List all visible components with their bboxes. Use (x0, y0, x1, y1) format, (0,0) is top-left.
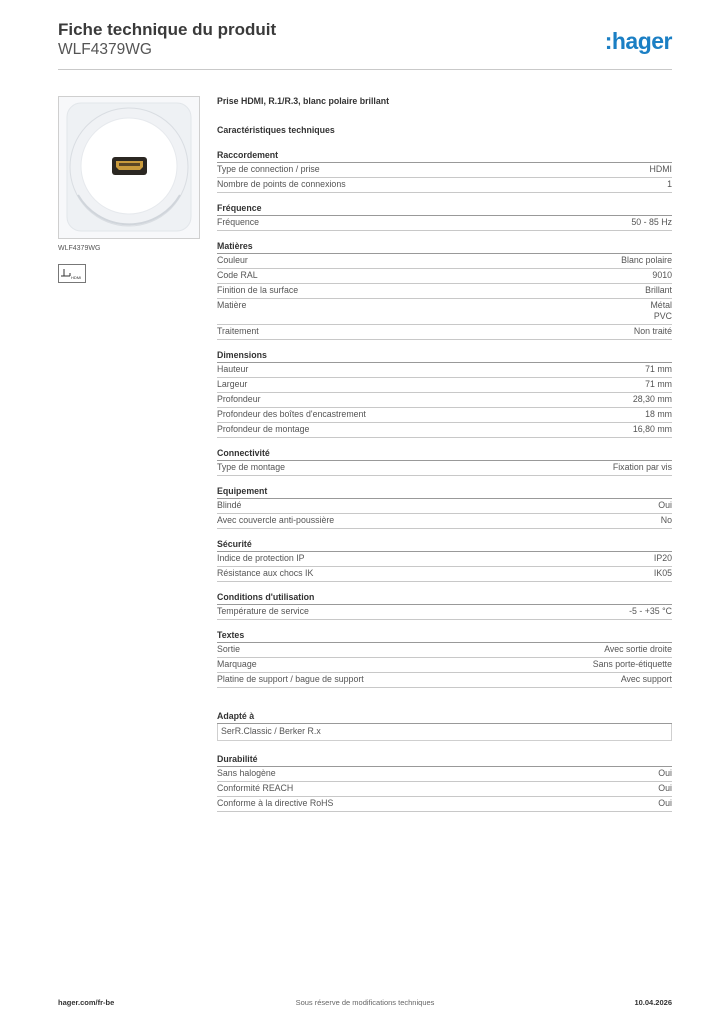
spec-value: 9010 (652, 270, 672, 280)
hdmi-symbol-icon (58, 264, 86, 283)
spec-row (217, 767, 672, 782)
section-title: Adapté à (217, 711, 672, 724)
spec-row (217, 178, 672, 193)
spec-label: Largeur (217, 379, 248, 389)
spec-value: 71 mm (645, 379, 672, 389)
spec-value: Sans porte-étiquette (592, 659, 672, 669)
spec-label: Finition de la surface (217, 285, 299, 295)
product-image-frame (58, 96, 200, 239)
section-conditions (217, 592, 672, 620)
spec-label: Profondeur (217, 394, 261, 404)
spec-label: Conformité REACH (217, 783, 294, 793)
section-title: Dimensions (217, 350, 672, 363)
spec-value: Oui (658, 783, 672, 793)
section-title: Textes (217, 630, 672, 643)
spec-row (217, 658, 672, 673)
spec-label: Température de service (217, 606, 309, 616)
spec-label: Traitement (217, 326, 259, 336)
page-footer (58, 996, 672, 1010)
hdmi-socket-photo (59, 97, 199, 238)
document-date: 10.04.2026 (634, 998, 672, 1007)
spec-label: Résistance aux chocs IK (217, 568, 314, 578)
website-link[interactable]: hager.com/fr-be (58, 998, 115, 1007)
spec-label: Profondeur des boîtes d'encastrement (217, 409, 366, 419)
section-textes (217, 630, 672, 688)
spec-row (217, 325, 672, 340)
spec-label: Matière (217, 300, 247, 310)
hdmi-symbol-text: HDMI (71, 275, 82, 280)
spec-row (217, 782, 672, 797)
spec-value: 16,80 mm (632, 424, 672, 434)
spec-value: Blanc polaire (621, 255, 672, 265)
spec-label: Type de montage (217, 462, 285, 472)
spec-label: Blindé (217, 500, 242, 510)
spec-label: Platine de support / bague de support (217, 674, 364, 684)
spec-row (217, 408, 672, 423)
spec-label: Couleur (217, 255, 248, 265)
spec-label: Code RAL (217, 270, 258, 280)
spec-value: IP20 (653, 553, 672, 563)
spec-value: -5 - +35 °C (629, 606, 672, 616)
spec-row (217, 216, 672, 231)
spec-label: Sans halogène (217, 768, 276, 778)
section-raccordement (217, 150, 672, 193)
spec-row (217, 552, 672, 567)
spec-row (217, 378, 672, 393)
section-title: Equipement (217, 486, 672, 499)
spec-value: Métal (650, 300, 672, 310)
spec-value: Oui (658, 768, 672, 778)
compatible-series: SerR.Classic / Berker R.x (217, 724, 672, 741)
image-caption: WLF4379WG (58, 245, 101, 252)
section-title: Fréquence (217, 203, 672, 216)
spec-value: IK05 (653, 568, 672, 578)
spec-content (217, 95, 672, 812)
spec-value: Avec sortie droite (604, 644, 672, 654)
spec-row (217, 393, 672, 408)
spec-row (217, 673, 672, 688)
spec-label: Profondeur de montage (217, 424, 310, 434)
spec-label: Conforme à la directive RoHS (217, 798, 334, 808)
page-title: Fiche technique du produit (58, 20, 277, 39)
spec-row (217, 605, 672, 620)
spec-row (217, 797, 672, 812)
spec-value: PVC (653, 311, 672, 321)
section-title: Conditions d'utilisation (217, 592, 672, 605)
section-durabilite (217, 754, 672, 812)
product-description: Prise HDMI, R.1/R.3, blanc polaire brillant (217, 96, 390, 106)
spec-row (217, 643, 672, 658)
section-securite (217, 539, 672, 582)
page-header (58, 20, 672, 70)
spec-value-multi (650, 300, 672, 322)
section-connectivite (217, 448, 672, 476)
section-title: Sécurité (217, 539, 672, 552)
spec-row (217, 363, 672, 378)
spec-label: Type de connection / prise (217, 164, 320, 174)
spec-row (217, 284, 672, 299)
spec-row (217, 299, 672, 325)
spec-value: 1 (667, 179, 672, 189)
spec-row (217, 254, 672, 269)
spec-label: Sortie (217, 644, 240, 654)
product-reference: WLF4379WG (58, 41, 152, 58)
section-adapte (217, 711, 672, 741)
section-title: Connectivité (217, 448, 672, 461)
spec-value: 18 mm (645, 409, 672, 419)
hager-logo[interactable]: :hager (604, 28, 672, 54)
spec-value: Oui (658, 500, 672, 510)
spec-value: Avec support (620, 674, 672, 684)
spec-label: Avec couvercle anti-poussière (217, 515, 335, 525)
section-dimensions (217, 350, 672, 438)
section-title: Durabilité (217, 754, 672, 767)
spec-row (217, 514, 672, 529)
spec-row (217, 163, 672, 178)
section-frequence (217, 203, 672, 231)
spec-value: Fixation par vis (612, 462, 672, 472)
spec-label: Hauteur (217, 364, 249, 374)
spec-value: 28,30 mm (632, 394, 672, 404)
spec-value: 50 - 85 Hz (631, 217, 672, 227)
section-matieres (217, 241, 672, 340)
section-equipement (217, 486, 672, 529)
spec-value: Oui (658, 798, 672, 808)
spec-label: Marquage (217, 659, 257, 669)
spec-row (217, 269, 672, 284)
spec-label: Fréquence (217, 217, 260, 227)
spec-row (217, 499, 672, 514)
spec-label: Nombre de points de connexions (217, 179, 346, 189)
spec-row (217, 567, 672, 582)
disclaimer: Sous réserve de modifications techniques (295, 998, 435, 1007)
section-title: Matières (217, 241, 672, 254)
spec-value: No (660, 515, 672, 525)
spec-value: Brillant (645, 285, 672, 295)
specs-heading: Caractéristiques techniques (217, 125, 335, 135)
spec-value: HDMI (649, 164, 672, 174)
spec-value: 71 mm (645, 364, 672, 374)
spec-row (217, 423, 672, 438)
section-title: Raccordement (217, 150, 672, 163)
spec-value: Non traité (633, 326, 672, 336)
spec-label: Indice de protection IP (217, 553, 305, 563)
spec-row (217, 461, 672, 476)
